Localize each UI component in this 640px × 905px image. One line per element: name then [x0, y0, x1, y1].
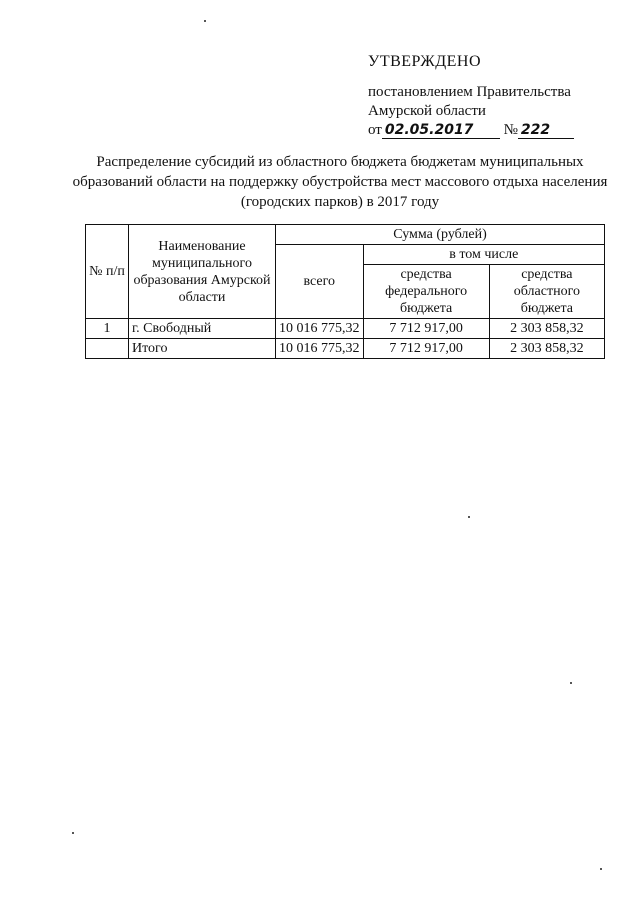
scan-speck — [570, 682, 572, 684]
approval-line-2: Амурской области — [368, 103, 486, 119]
approval-line-1: постановлением Правительства — [368, 84, 571, 100]
header-row-1 — [86, 225, 605, 245]
header-total: всего — [276, 245, 364, 319]
number-prefix: № — [503, 122, 518, 138]
cell-num: 1 — [86, 319, 129, 339]
approval-stamp: УТВЕРЖДЕНО — [368, 53, 482, 70]
cell-name: г. Свободный — [129, 319, 276, 339]
cell-name: Итого — [129, 339, 276, 359]
cell-total: 10 016 775,32 — [276, 339, 364, 359]
cell-regional: 2 303 858,32 — [489, 319, 604, 339]
cell-num — [86, 339, 129, 359]
header-name: Наименование муниципального образования Амурской области — [129, 225, 276, 319]
table-row-total — [86, 339, 605, 359]
header-sum: Сумма (рублей) — [276, 225, 605, 245]
cell-federal: 7 712 917,00 — [363, 339, 489, 359]
header-num: № п/п — [86, 225, 129, 319]
scan-speck — [600, 868, 602, 870]
header-regional: средства областного бюджета — [489, 265, 604, 319]
date-prefix: от — [368, 122, 382, 138]
cell-federal: 7 712 917,00 — [363, 319, 489, 339]
cell-regional: 2 303 858,32 — [489, 339, 604, 359]
scan-speck — [468, 516, 470, 518]
cell-total: 10 016 775,32 — [276, 319, 364, 339]
document-title: Распределение субсидий из областного бюджета бюджетам муниципальных образований области на поддержку обустройства мест массового отдыха населения (городских парков) в 2017 году — [72, 154, 608, 210]
approval-date-line — [368, 121, 574, 140]
handwritten-number: 222 — [518, 122, 574, 139]
scan-speck — [72, 832, 74, 834]
table-row — [86, 319, 605, 339]
header-including: в том числе — [363, 245, 605, 265]
scan-speck — [204, 20, 206, 22]
handwritten-date: 02.05.2017 — [382, 122, 500, 139]
header-federal: средства федерального бюджета — [363, 265, 489, 319]
approval-block — [368, 52, 574, 140]
subsidy-table — [85, 224, 605, 359]
